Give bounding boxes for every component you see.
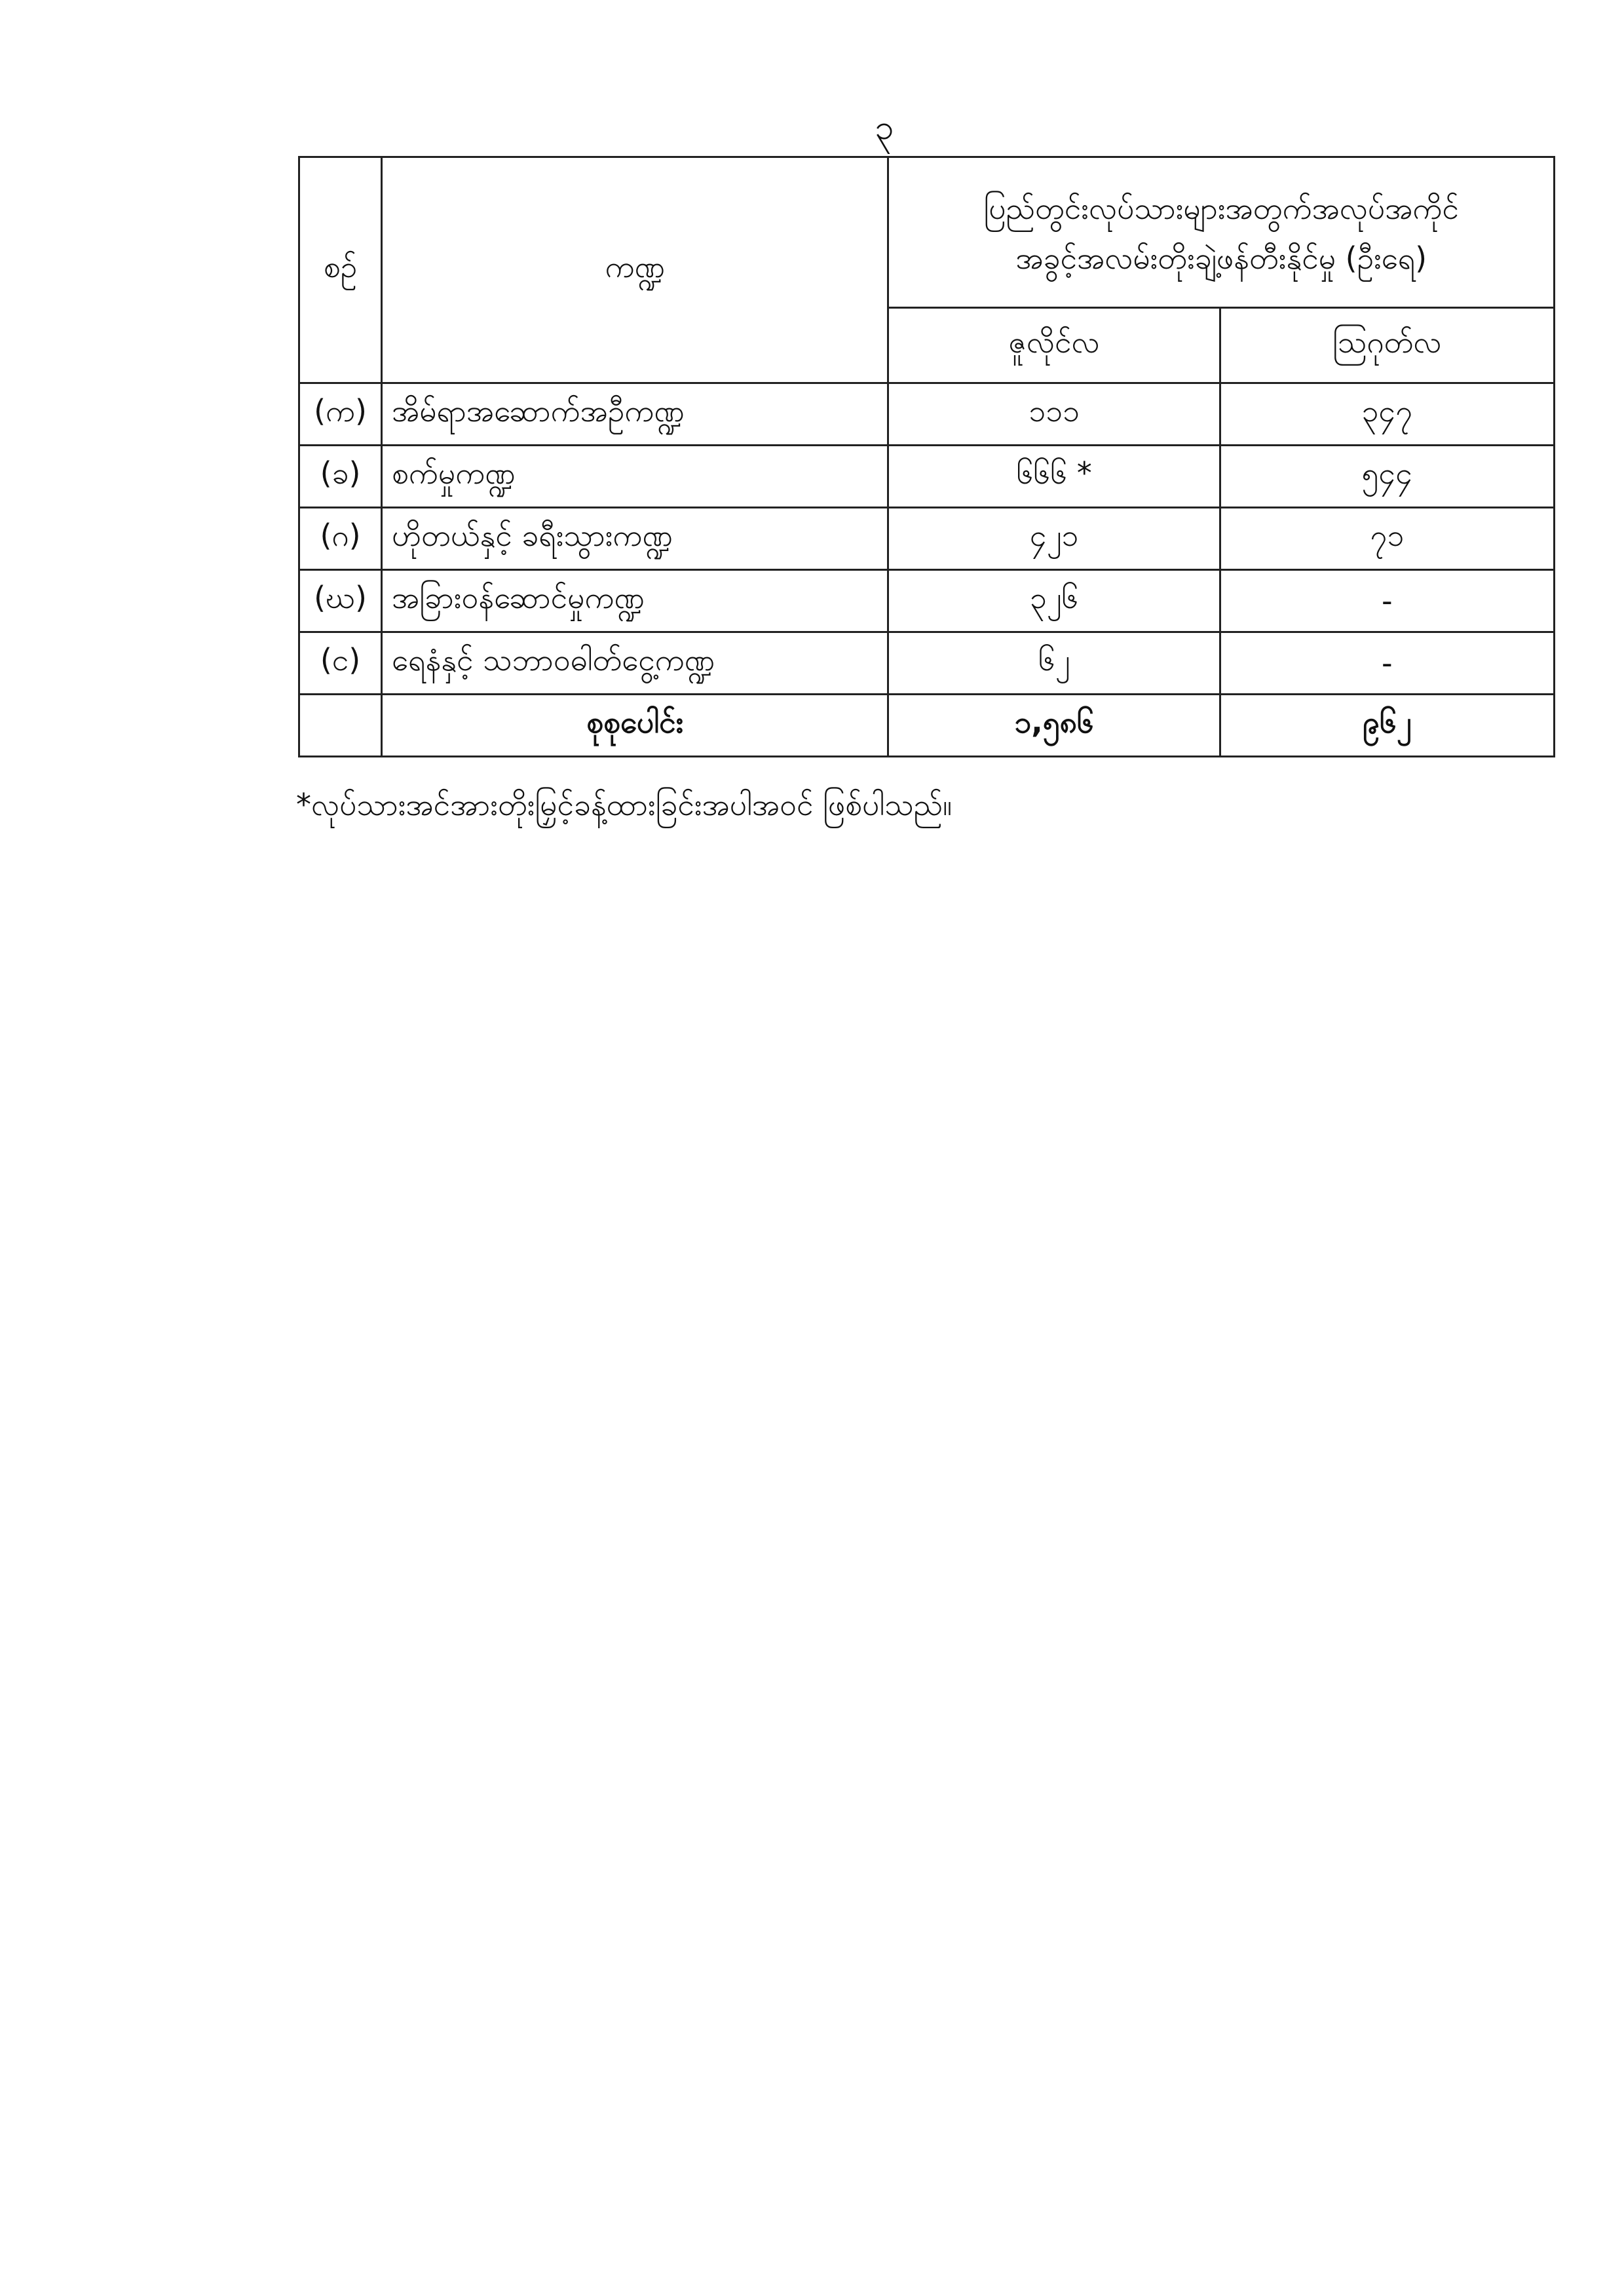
row-july: ၆၂ bbox=[888, 632, 1220, 695]
header-group bbox=[888, 157, 1555, 308]
row-sector: ရေနံနှင့် သဘာဝဓါတ်ငွေ့ကဏ္ဍ bbox=[382, 632, 888, 695]
row-july: ၁၁၁ bbox=[888, 383, 1220, 446]
header-group-line2: အခွင့်အလမ်းတိုးချဲ့ဖန်တီးနိုင်မှု (ဦးရေ) bbox=[1015, 240, 1427, 276]
page-number: ၃ bbox=[875, 108, 894, 147]
row-no: (ဃ) bbox=[299, 570, 382, 632]
row-sector: စက်မှုကဏ္ဍ bbox=[382, 446, 888, 508]
header-august: ဩဂုတ်လ bbox=[1220, 308, 1554, 383]
total-row bbox=[299, 695, 1555, 757]
row-no: (ဂ) bbox=[299, 508, 382, 570]
row-july: ၃၂၆ bbox=[888, 570, 1220, 632]
row-august: - bbox=[1220, 570, 1554, 632]
total-august: ၉၆၂ bbox=[1220, 695, 1554, 757]
table-row bbox=[299, 508, 1555, 570]
row-sector: အိမ်ရာအဆောက်အဦကဏ္ဍ bbox=[382, 383, 888, 446]
row-july: ၆၆၆ * bbox=[888, 446, 1220, 508]
header-row bbox=[299, 157, 1555, 308]
header-group-line1: ပြည်တွင်းလုပ်သားများအတွက်အလုပ်အကိုင် bbox=[983, 190, 1459, 226]
footnote: *လုပ်သားအင်အားတိုးမြှင့်ခန့်ထားခြင်းအပါအဝင် ဖြစ်ပါသည်။ bbox=[296, 787, 953, 822]
total-no-cell bbox=[299, 695, 382, 757]
row-august: - bbox=[1220, 632, 1554, 695]
row-july: ၄၂၁ bbox=[888, 508, 1220, 570]
row-sector: အခြားဝန်ဆောင်မှုကဏ္ဍ bbox=[382, 570, 888, 632]
row-august: ၃၄၇ bbox=[1220, 383, 1554, 446]
row-no: (က) bbox=[299, 383, 382, 446]
row-sector: ဟိုတယ်နှင့် ခရီးသွားကဏ္ဍ bbox=[382, 508, 888, 570]
header-july: ဇူလိုင်လ bbox=[888, 308, 1220, 383]
total-label: စုစုပေါင်း bbox=[382, 695, 888, 757]
table-row bbox=[299, 446, 1555, 508]
employment-table bbox=[298, 156, 1555, 757]
table-row bbox=[299, 383, 1555, 446]
table-row bbox=[299, 570, 1555, 632]
row-august: ၇၁ bbox=[1220, 508, 1554, 570]
table-row bbox=[299, 632, 1555, 695]
row-august: ၅၄၄ bbox=[1220, 446, 1554, 508]
header-serial-no: စဉ် bbox=[299, 157, 382, 383]
row-no: (ခ) bbox=[299, 446, 382, 508]
header-sector: ကဏ္ဍ bbox=[382, 157, 888, 383]
row-no: (င) bbox=[299, 632, 382, 695]
total-july: ၁,၅၈၆ bbox=[888, 695, 1220, 757]
